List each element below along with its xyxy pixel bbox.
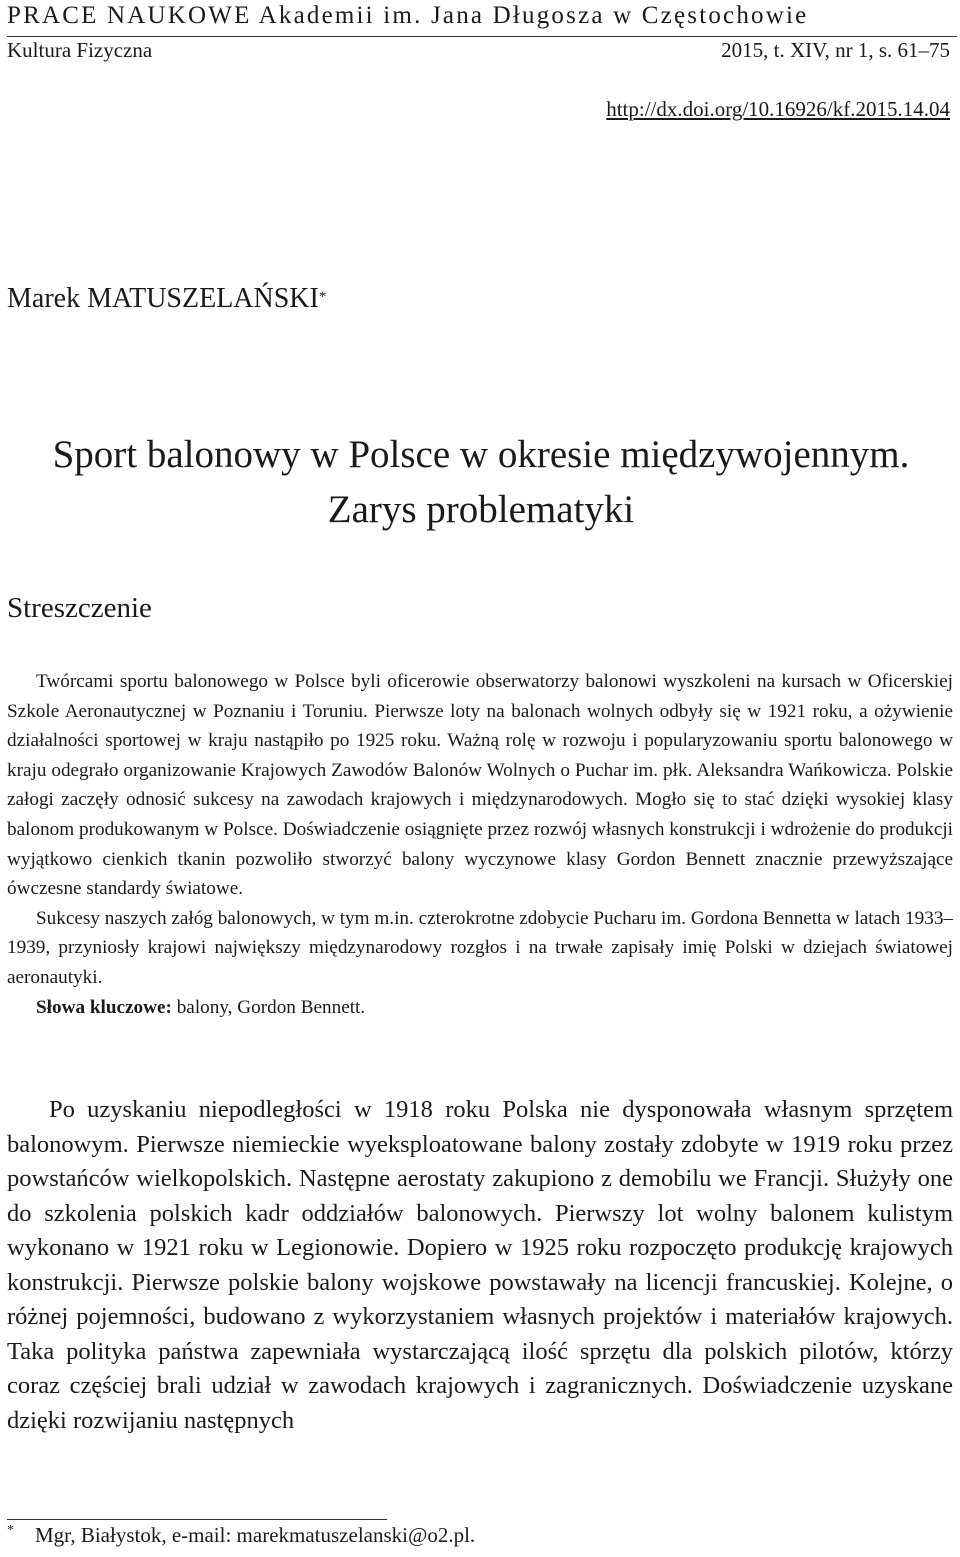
author-footnote-marker[interactable]: * <box>318 289 327 305</box>
author-name: Marek MATUSZELAŃSKI <box>7 283 319 314</box>
doi-link[interactable]: http://dx.doi.org/10.16926/kf.2015.14.04 <box>606 97 950 121</box>
footnote-marker: * <box>7 1523 14 1538</box>
article-page <box>7 0 957 1557</box>
keywords-values: balony, Gordon Bennett. <box>171 996 366 1018</box>
keywords-label: Słowa kluczowe: <box>36 996 172 1018</box>
abstract-paragraph: Sukcesy naszych załóg balonowych, w tym m.in. czterokrotne zdobycie Pucharu im. Gordona Bennetta w latach 1933–1939, przyniosły krajowi największy międzynarodowy rozgłos i na trwałe zapisały imię Polski w dziejach światowej aeronautyki. <box>7 907 954 988</box>
volume-info: 2015, t. XIV, nr 1, s. 61–75 <box>721 38 950 62</box>
abstract <box>7 667 953 1022</box>
journal-title: PRACE NAUKOWE Akademii im. Jana Długosza w Częstochowie <box>7 2 809 29</box>
author-line <box>7 283 326 315</box>
article-title: Sport balonowy w Polsce w okresie międzywojennym. Zarys problematyki <box>52 433 910 531</box>
body-paragraph: Po uzyskaniu niepodległości w 1918 roku Polska nie dysponowała własnym sprzętem balonowym. Pierwsze niemieckie wyeksploatowane balony zostały zdobyte w 1919 roku przez powstańców wielkopolskich. Następne aerostaty zakupiono z demobilu we Francji. Służyły one do szkolenia polskich kadr oddziałów balonowych. Pierwszy lot wolny balonem kulistym wykonano w 1921 roku w Legionowie. Dopiero w 1925 roku rozpoczęto produkcję krajowych konstrukcji. Pierwsze polskie balony wojskowe powstawały na licencji francuskiej. Kolejne, o różnej pojemności, budowano z wykorzystaniem własnych projektów i materiałów krajowych. Taka polityka państwa zapewniała wystarczającą ilość sprzętu dla polskich pilotów, którzy coraz częściej brali udział w zawodach krajowych i zagranicznych. Doświadczenie uzyskane dzięki rozwijaniu następnych <box>7 1096 953 1434</box>
journal-series: Kultura Fizyczna <box>7 38 153 62</box>
header-divider <box>7 36 957 37</box>
footnote-text: Mgr, Białystok, e-mail: marekmatuszelanski@o2.pl. <box>35 1523 476 1547</box>
keywords <box>7 993 953 1023</box>
abstract-paragraph: Twórcami sportu balonowego w Polsce byli oficerowie obserwatorzy balonowi wyszkoleni na kursach w Oficerskiej Szkole Aeronautycznej w Poznaniu i Toruniu. Pierwsze loty na balonach wolnych odbyły się w 1921 roku, a ożywienie działalności sportowej w kraju nastąpiło po 1925 roku. Ważną rolę w rozwoju i popularyzowaniu sportu balonowego w kraju odegrało organizowanie Krajowych Zawodów Balonów Wolnych o Puchar im. płk. Aleksandra Wańkowicza. Polskie załogi zaczęły odnosić sukcesy na zawodach krajowych i międzynarodowych. Mogło się to stać dzięki wysokiej klasy balonom produkowanym w Polsce. Doświadczenie osiągnięte przez rozwój własnych konstrukcji i wdrożenie do produkcji wyjątkowo cienkich tkanin pozwoliło stworzyć balony wyczynowe klasy Gordon Bennett znacznie przewyższające ówczesne standardy światowe. <box>7 671 953 900</box>
abstract-heading: Streszczenie <box>7 592 152 624</box>
footnote <box>7 1523 475 1548</box>
footnote-divider <box>7 1519 387 1520</box>
